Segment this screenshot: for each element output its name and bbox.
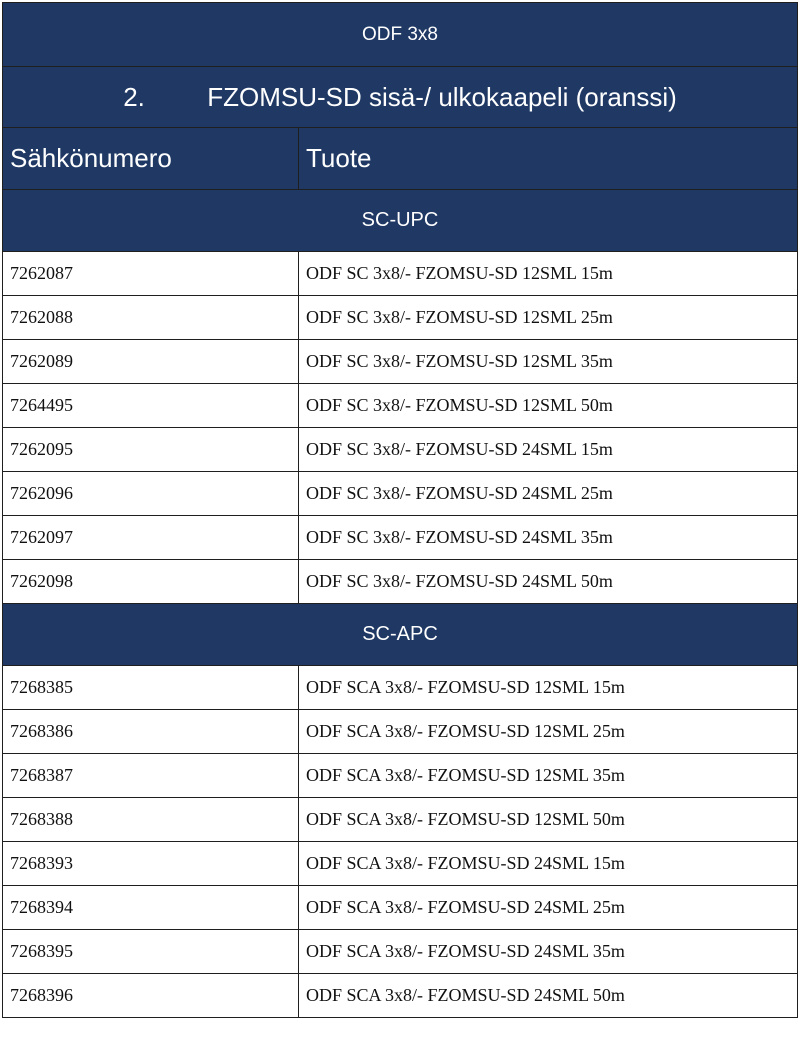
product-code-cell: 7262087 <box>3 252 299 296</box>
product-code-cell: 7262097 <box>3 516 299 560</box>
product-name-cell: ODF SCA 3x8/- FZOMSU-SD 24SML 35m <box>299 930 798 974</box>
group-row <box>3 604 798 666</box>
product-table <box>2 2 798 1018</box>
table-row <box>3 974 798 1018</box>
table-row <box>3 340 798 384</box>
section-heading <box>3 67 798 128</box>
product-code-cell: 7264495 <box>3 384 299 428</box>
product-name-cell: ODF SC 3x8/- FZOMSU-SD 24SML 35m <box>299 516 798 560</box>
product-code-cell: 7268393 <box>3 842 299 886</box>
product-name-cell: ODF SCA 3x8/- FZOMSU-SD 12SML 25m <box>299 710 798 754</box>
table-row <box>3 516 798 560</box>
product-code-cell: 7262095 <box>3 428 299 472</box>
product-name-cell: ODF SCA 3x8/- FZOMSU-SD 12SML 15m <box>299 666 798 710</box>
table-row <box>3 296 798 340</box>
column-header-product: Tuote <box>299 128 798 190</box>
product-code-cell: 7268385 <box>3 666 299 710</box>
group-row <box>3 190 798 252</box>
table-row <box>3 930 798 974</box>
product-name-cell: ODF SC 3x8/- FZOMSU-SD 24SML 15m <box>299 428 798 472</box>
product-table-body <box>3 3 798 1018</box>
product-code-cell: 7262096 <box>3 472 299 516</box>
table-row <box>3 710 798 754</box>
product-code-cell: 7268386 <box>3 710 299 754</box>
table-row <box>3 560 798 604</box>
table-row <box>3 666 798 710</box>
column-header-code: Sähkönumero <box>3 128 299 190</box>
product-name-cell: ODF SCA 3x8/- FZOMSU-SD 24SML 25m <box>299 886 798 930</box>
table-row <box>3 252 798 296</box>
product-code-cell: 7262089 <box>3 340 299 384</box>
product-name-cell: ODF SC 3x8/- FZOMSU-SD 12SML 35m <box>299 340 798 384</box>
product-name-cell: ODF SC 3x8/- FZOMSU-SD 24SML 50m <box>299 560 798 604</box>
product-code-cell: 7268395 <box>3 930 299 974</box>
product-code-cell: 7262098 <box>3 560 299 604</box>
product-name-cell: ODF SC 3x8/- FZOMSU-SD 12SML 25m <box>299 296 798 340</box>
heading-row <box>3 67 798 128</box>
column-header-row <box>3 128 798 190</box>
table-row <box>3 384 798 428</box>
product-name-cell: ODF SC 3x8/- FZOMSU-SD 24SML 25m <box>299 472 798 516</box>
table-row <box>3 754 798 798</box>
product-name-cell: ODF SC 3x8/- FZOMSU-SD 12SML 15m <box>299 252 798 296</box>
title-row <box>3 3 798 67</box>
product-name-cell: ODF SCA 3x8/- FZOMSU-SD 12SML 35m <box>299 754 798 798</box>
product-name-cell: ODF SCA 3x8/- FZOMSU-SD 24SML 50m <box>299 974 798 1018</box>
table-row <box>3 798 798 842</box>
group-label: SC-UPC <box>3 190 798 252</box>
group-label: SC-APC <box>3 604 798 666</box>
table-title: ODF 3x8 <box>3 3 798 67</box>
product-name-cell: ODF SCA 3x8/- FZOMSU-SD 12SML 50m <box>299 798 798 842</box>
product-name-cell: ODF SCA 3x8/- FZOMSU-SD 24SML 15m <box>299 842 798 886</box>
product-code-cell: 7262088 <box>3 296 299 340</box>
product-code-cell: 7268396 <box>3 974 299 1018</box>
product-code-cell: 7268394 <box>3 886 299 930</box>
table-row <box>3 842 798 886</box>
product-code-cell: 7268388 <box>3 798 299 842</box>
product-name-cell: ODF SC 3x8/- FZOMSU-SD 12SML 50m <box>299 384 798 428</box>
section-heading-text: FZOMSU-SD sisä-/ ulkokaapeli (oranssi) <box>207 81 677 112</box>
table-row <box>3 472 798 516</box>
section-number: 2. <box>123 81 145 112</box>
table-row <box>3 886 798 930</box>
product-code-cell: 7268387 <box>3 754 299 798</box>
table-row <box>3 428 798 472</box>
